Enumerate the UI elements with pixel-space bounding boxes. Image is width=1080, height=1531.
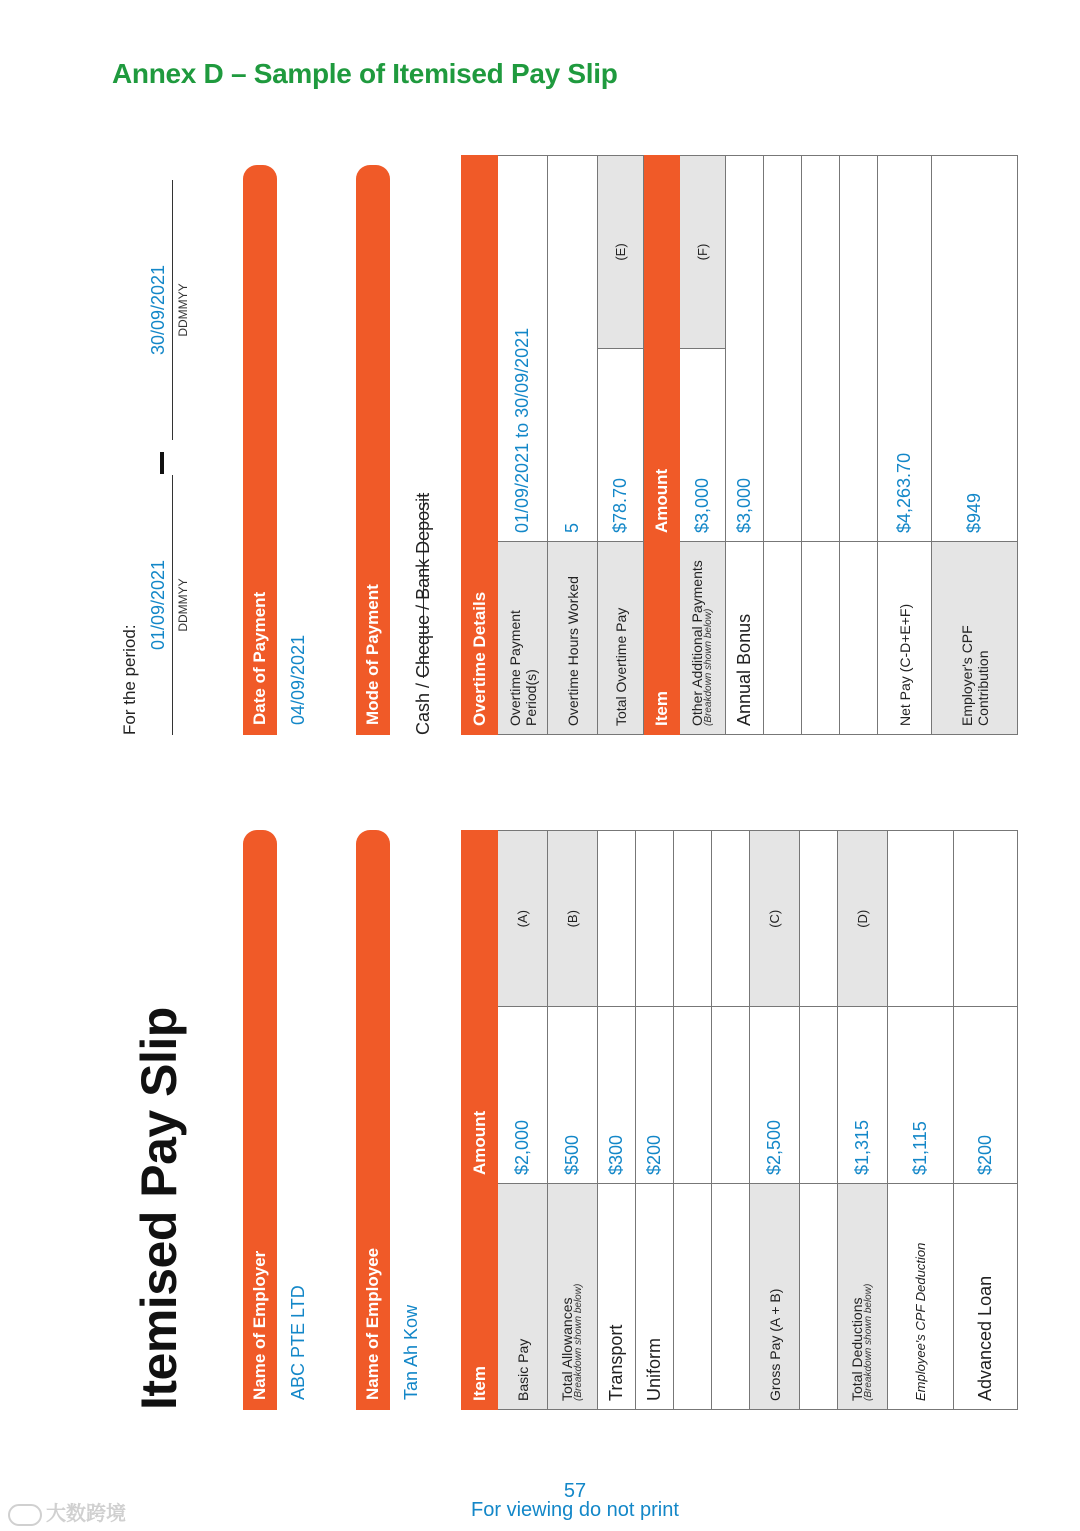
cpf-deduction-amount: $1,115	[888, 1007, 954, 1184]
empty-label	[802, 542, 840, 735]
table-row	[598, 831, 636, 1410]
amount-header: Amount	[462, 831, 498, 1184]
overtime-header: Overtime Details	[462, 156, 498, 735]
employer-value: ABC PTE LTD	[288, 1285, 308, 1400]
total-deductions-amount: $1,315	[838, 1007, 888, 1184]
empty-label	[764, 542, 802, 735]
empty-amount	[764, 156, 802, 542]
period-dash	[160, 452, 164, 474]
empty-amount	[712, 1007, 750, 1184]
code-f: (F)	[680, 156, 726, 349]
table-row	[932, 156, 1018, 735]
ot-pay-value: $78.70	[598, 349, 644, 542]
table-header-row-2	[644, 156, 680, 735]
empty-amount	[802, 156, 840, 542]
table-row	[548, 156, 598, 735]
watermark	[8, 1497, 126, 1526]
table-row	[498, 831, 548, 1410]
empty-label	[674, 1184, 712, 1410]
payment-mode-label: Mode of Payment	[356, 165, 390, 735]
slip-title: Itemised Pay Slip	[131, 1007, 187, 1410]
empty-code	[888, 831, 954, 1008]
ot-pay-label: Total Overtime Pay	[598, 542, 644, 735]
table-row	[764, 156, 802, 735]
other-payments-value: $3,000	[680, 349, 726, 542]
empty-code	[712, 831, 750, 1008]
period-label: For the period:	[120, 624, 139, 735]
basic-pay-amount: $2,000	[498, 1007, 548, 1184]
period-to-format: DDMMYY	[176, 283, 190, 337]
employer-cpf-value: $949	[932, 156, 1018, 542]
basic-pay-label: Basic Pay	[498, 1184, 548, 1410]
payment-date-value: 04/09/2021	[288, 634, 308, 725]
empty-label	[800, 1184, 838, 1410]
table-row	[840, 156, 878, 735]
total-allowances-label: Total Allowances (Breakdown shown below)	[548, 1184, 598, 1410]
total-deductions-label: Total Deductions (Breakdown shown below)	[838, 1184, 888, 1410]
cpf-deduction-label: Employee's CPF Deduction	[888, 1184, 954, 1410]
empty-amount	[840, 156, 878, 542]
uniform-label: Uniform	[636, 1184, 674, 1410]
advanced-loan-amount: $200	[954, 1007, 1018, 1184]
table-row	[838, 831, 888, 1410]
watermark-text: 大数跨境	[46, 1503, 126, 1525]
advanced-loan-label: Advanced Loan	[954, 1184, 1018, 1410]
annual-bonus-value: $3,000	[726, 156, 764, 542]
code-d: (D)	[838, 831, 888, 1008]
employer-cpf-label: Employer's CPF Contribution	[932, 542, 1018, 735]
table-row	[954, 831, 1018, 1410]
gross-pay-amount: $2,500	[750, 1007, 800, 1184]
table-row	[878, 156, 932, 735]
table-row	[800, 831, 838, 1410]
period-to: 30/09/2021	[148, 264, 168, 356]
code-b: (B)	[548, 831, 598, 1008]
payment-date-label: Date of Payment	[243, 165, 277, 735]
rotated-pay-slip	[108, 90, 1058, 1440]
overtime-table	[461, 155, 1018, 735]
employee-value: Tan Ah Kow	[401, 1304, 421, 1400]
table-row	[598, 156, 644, 735]
table-row	[674, 831, 712, 1410]
watermark-logo-icon	[8, 1504, 42, 1526]
table-row	[548, 831, 598, 1410]
net-pay-label: Net Pay (C-D+E+F)	[878, 542, 932, 735]
annual-bonus-label: Annual Bonus	[726, 542, 764, 735]
code-a: (A)	[498, 831, 548, 1008]
earnings-table	[461, 830, 1018, 1410]
empty-code	[636, 831, 674, 1008]
period-from: 01/09/2021	[148, 559, 168, 651]
other-payments-label: Other Additional Payments (Breakdown shown below)	[680, 542, 726, 735]
transport-label: Transport	[598, 1184, 636, 1410]
period-to-line	[172, 180, 173, 440]
empty-label	[840, 542, 878, 735]
amount-header-2: Amount	[644, 156, 680, 542]
table-row	[802, 156, 840, 735]
table-row	[712, 831, 750, 1410]
payment-mode-struck: Cheque / Bank Deposit	[413, 492, 433, 678]
period-from-format: DDMMYY	[176, 578, 190, 632]
empty-code	[674, 831, 712, 1008]
empty-code	[800, 831, 838, 1008]
ot-hours-value: 5	[548, 156, 598, 542]
item-header-2: Item	[644, 542, 680, 735]
table-row	[888, 831, 954, 1410]
period-from-line	[172, 475, 173, 735]
code-e: (E)	[598, 156, 644, 349]
empty-amount	[674, 1007, 712, 1184]
ot-hours-label: Overtime Hours Worked	[548, 542, 598, 735]
employer-label: Name of Employer	[243, 830, 277, 1410]
empty-label	[712, 1184, 750, 1410]
table-header-row	[462, 831, 498, 1410]
page-number: 57	[563, 1480, 587, 1502]
table-row	[726, 156, 764, 735]
empty-amount	[800, 1007, 838, 1184]
employee-label: Name of Employee	[356, 830, 390, 1410]
table-row	[750, 831, 800, 1410]
payment-mode-cash: Cash /	[413, 677, 433, 735]
item-header: Item	[462, 1184, 498, 1410]
code-c: (C)	[750, 831, 800, 1008]
total-allowances-amount: $500	[548, 1007, 598, 1184]
gross-pay-label: Gross Pay (A + B)	[750, 1184, 800, 1410]
annex-title: Annex D – Sample of Itemised Pay Slip	[112, 58, 618, 89]
table-row	[680, 156, 726, 735]
empty-code	[954, 831, 1018, 1008]
payment-mode-value	[413, 493, 434, 735]
overtime-header-row	[462, 156, 498, 735]
ot-period-label: Overtime Payment Period(s)	[498, 542, 548, 735]
transport-amount: $300	[598, 1007, 636, 1184]
net-pay-value: $4,263.70	[878, 156, 932, 542]
empty-code	[598, 831, 636, 1008]
table-row	[636, 831, 674, 1410]
print-notice: For viewing do not print	[471, 1499, 679, 1521]
ot-period-value: 01/09/2021 to 30/09/2021	[498, 156, 548, 542]
uniform-amount: $200	[636, 1007, 674, 1184]
table-row	[498, 156, 548, 735]
